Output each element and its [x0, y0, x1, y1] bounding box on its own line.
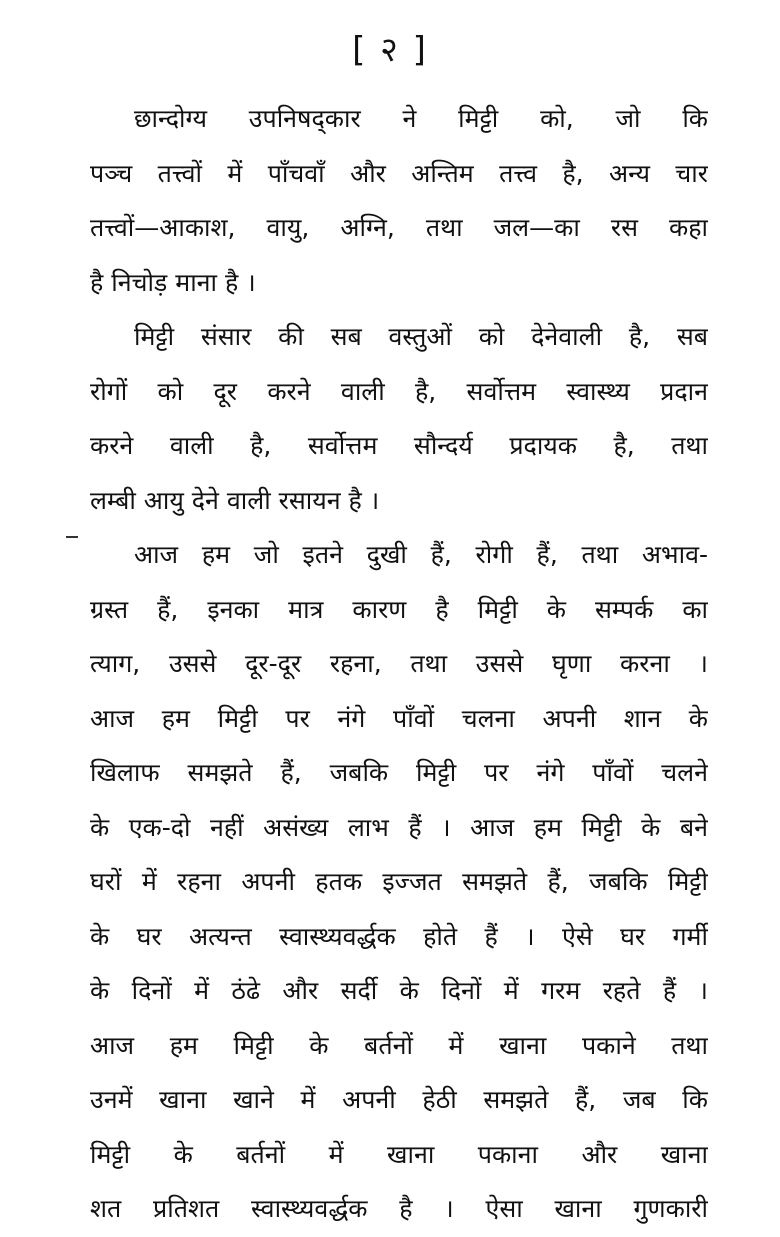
page-number: [ २ ]	[352, 30, 428, 70]
body-text	[90, 92, 708, 1237]
text-line: के दिनों में ठंढे और सर्दी के दिनों में गरम रहते हैं ।	[90, 976, 708, 1005]
text-line: मिट्टी संसार की सब वस्तुओं को देनेवाली है, सब	[134, 322, 708, 351]
paragraph-2	[90, 310, 708, 528]
text-line: तत्त्वों—आकाश, वायु, अग्नि, तथा जल—का रस कहा	[90, 213, 708, 242]
paragraph-3	[90, 528, 708, 1237]
paragraph-1	[90, 92, 708, 310]
text-line: मिट्टी के बर्तनों में खाना पकाना और खाना	[90, 1139, 708, 1169]
text-line: रोगों को दूर करने वाली है, सर्वोत्तम स्वास्थ्य प्रदान	[90, 376, 708, 406]
text-line: घरों में रहना अपनी हतक इज्जत समझते हैं, जबकि मिट्टी	[90, 867, 708, 896]
text-line: आज हम मिट्टी पर नंगे पाँवों चलना अपनी शान के	[90, 703, 708, 733]
text-line: आज हम जो इतने दुखी हैं, रोगी हैं, तथा अभाव-	[134, 540, 708, 569]
text-line: के एक-दो नहीं असंख्य लाभ हैं । आज हम मिट्टी के बने	[90, 812, 708, 842]
text-line: आज हम मिट्टी के बर्तनों में खाना पकाने तथा	[90, 1030, 708, 1060]
text-line: खिलाफ समझते हैं, जबकि मिट्टी पर नंगे पाँवों चलने	[90, 758, 708, 787]
text-line: छान्दोग्य उपनिषद्कार ने मिट्टी को, जो कि	[134, 104, 708, 133]
text-line: है निचोड़ माना है ।	[90, 267, 256, 297]
text-line: उनमें खाना खाने में अपनी हेठी समझते हैं, जब कि	[90, 1085, 708, 1114]
text-line: ग्रस्त हैं, इनका मात्र कारण है मिट्टी के सम्पर्क का	[90, 594, 708, 624]
text-line: पञ्च तत्त्वों में पाँचवाँ और अन्तिम तत्त्व है, अन्य चार	[90, 158, 708, 188]
margin-mark	[66, 536, 78, 538]
text-line: लम्बी आयु देने वाली रसायन है ।	[90, 485, 380, 515]
text-line: के घर अत्यन्त स्वास्थ्यवर्द्धक होते हैं । ऐसे घर गर्मी	[90, 921, 708, 951]
text-line: शत प्रतिशत स्वास्थ्यवर्द्धक है । ऐसा खाना गुणकारी	[90, 1194, 708, 1223]
text-line: करने वाली है, सर्वोत्तम सौन्दर्य प्रदायक है, तथा	[90, 431, 708, 460]
text-line: त्याग, उससे दूर-दूर रहना, तथा उससे घृणा करना ।	[90, 649, 708, 678]
